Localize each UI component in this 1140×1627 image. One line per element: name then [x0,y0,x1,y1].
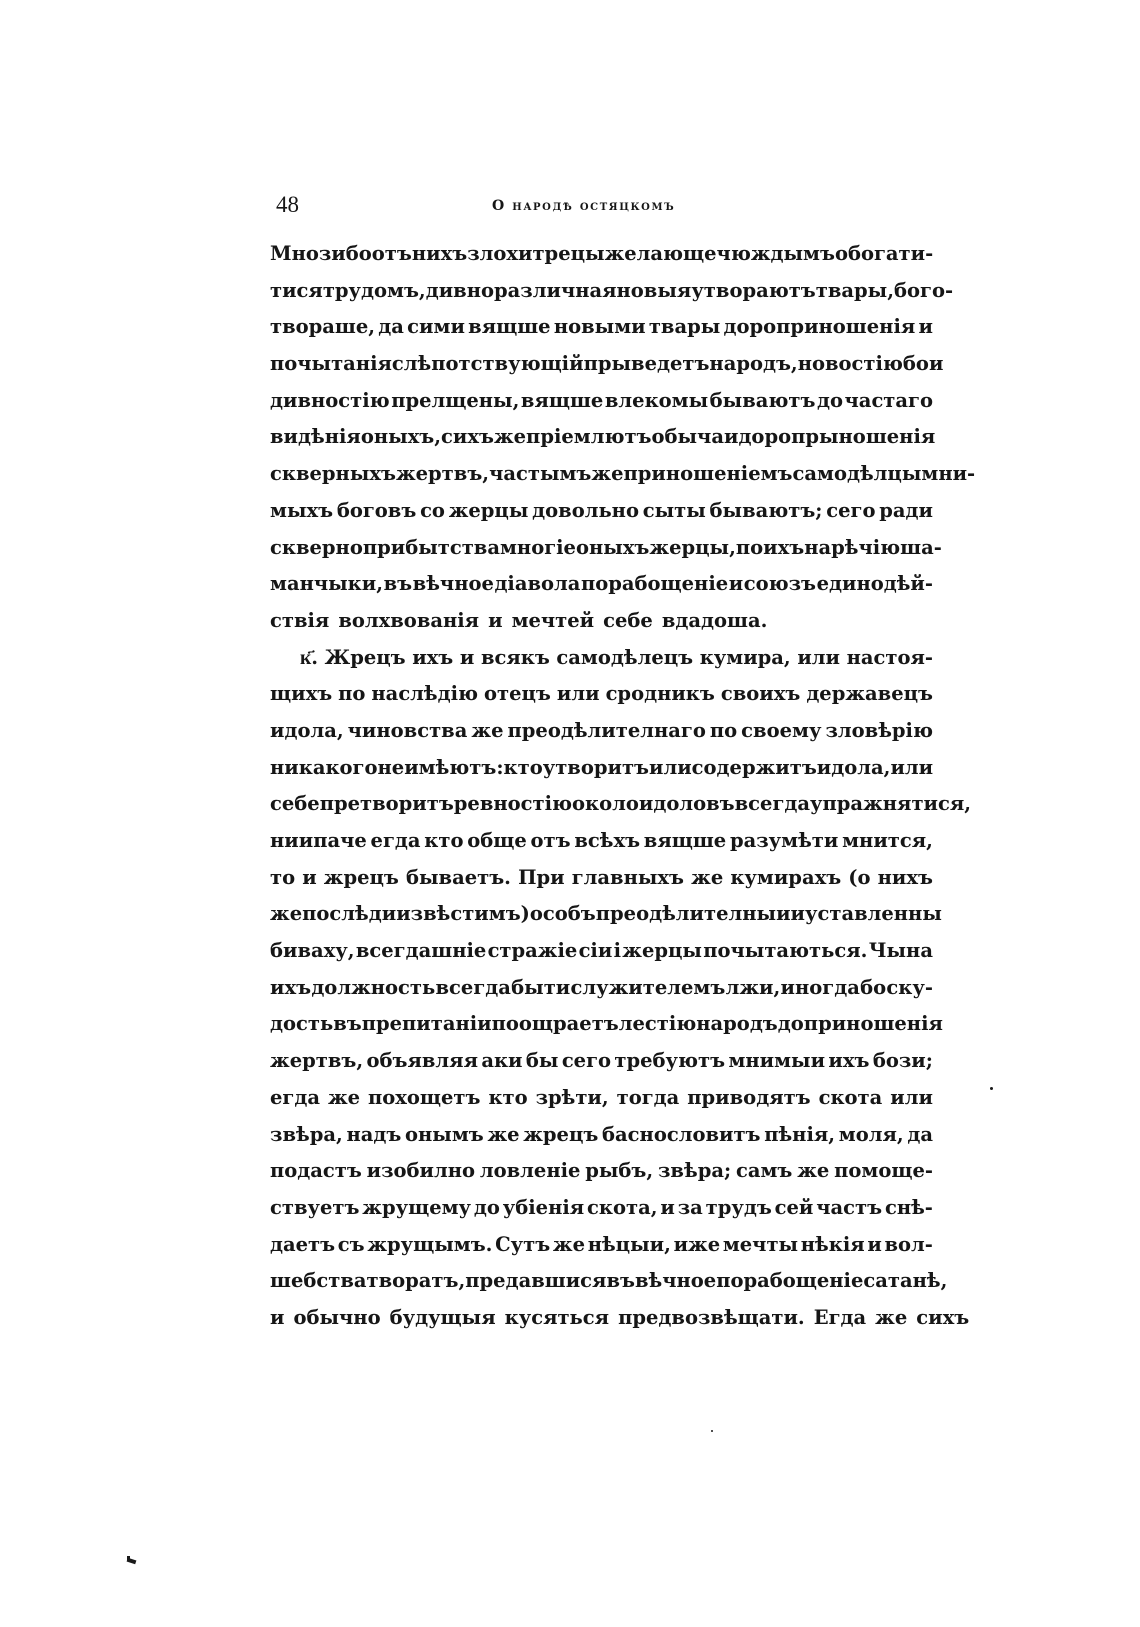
text-line [270,1117,933,1154]
word: около [572,792,639,816]
word: обогати- [834,242,934,265]
word: нихъ [877,865,933,889]
word: почытанія [270,352,392,376]
word: даетъ [270,1232,336,1256]
word: и [660,1195,675,1219]
text-line [270,750,933,787]
word: за [677,1195,703,1219]
word: трудъ [705,1195,772,1219]
word: обще [467,829,527,852]
word: твораше, [270,315,376,339]
word: скота [818,1085,883,1109]
word: егда [270,1085,320,1109]
word: главныхъ [571,865,685,889]
word: самъ [735,1159,793,1183]
word: прибытства [362,535,500,559]
word: сихъ [916,1305,970,1329]
word: новыми [553,315,646,339]
text-line [270,896,942,933]
word: всегдашніе [355,939,487,963]
word: бываютъ; [709,498,823,522]
word: въ [383,572,413,596]
word: вѣчное [634,1269,717,1293]
word: и [918,315,933,339]
word: пѣнія, [764,1122,836,1146]
word: всякъ [480,645,550,669]
word: прыведетъ [583,352,710,376]
word: мнится, [842,829,933,852]
word: идола, [816,755,891,779]
word: надъ [346,1122,402,1146]
word: влекомы [604,388,709,412]
word: слѣпотствующій [391,352,584,376]
word: мыхъ [270,498,334,522]
word: порабощеніе [716,1269,864,1293]
word: всегда [734,792,811,816]
word: лжи, [725,975,781,999]
word: настоя- [846,645,933,669]
word: сіи [578,939,613,963]
text-line [270,493,933,530]
word: скверныхъ [270,462,396,486]
word: иже [673,1232,721,1256]
word: Чына [868,939,933,963]
word: жрущему [362,1195,472,1219]
word: сродникъ [605,682,715,706]
word: твары, [815,278,895,302]
word: же [875,1305,908,1329]
word: утвораютъ [691,278,816,302]
word: видѣнія [270,425,361,449]
word: бываетъ. [406,865,511,889]
word: кусяться [504,1305,610,1329]
word: же [691,865,724,889]
word: ихъ [412,645,454,669]
word: изобилно [366,1159,476,1183]
word: ствія [270,608,330,632]
word: отъ [371,242,412,265]
word: к҃. [300,645,319,669]
word: то [270,865,296,889]
word: и [459,645,475,669]
scan-speck [711,1430,713,1432]
word: помоще- [834,1159,933,1183]
word: жрецъ [523,1122,599,1146]
word: особъ [529,902,596,926]
word: и [728,572,744,596]
word: порабощеніе [580,572,729,596]
word: бози; [872,1049,933,1073]
text-line [270,1263,948,1300]
word: шебства [270,1269,367,1293]
word: вдадоша. [661,608,768,632]
word: утворитъ [542,755,649,779]
text-line [270,860,933,897]
word: баснословитъ [602,1122,761,1146]
word: сатанѣ, [863,1269,948,1293]
word: бо [902,352,929,376]
text-line [270,346,944,383]
word: объявляя [366,1049,478,1073]
word: содержитъ [691,755,817,779]
word: поощраетъ [491,1012,619,1036]
word: никакого [270,755,378,779]
word: многіе [499,535,576,559]
word: союзъ [743,572,817,596]
word: предавшися [465,1269,607,1293]
word: дость [270,1012,334,1036]
word: приводятъ [687,1085,811,1109]
word: служителемъ [570,975,726,999]
word: да [378,315,404,339]
text-line [270,1227,933,1264]
word: тися [270,278,323,302]
word: наслѣдію [371,682,479,706]
word: съ [337,1232,365,1256]
word: быти [511,975,571,999]
word: жрецъ [323,865,399,889]
word: вящше [520,388,604,412]
word: державецъ [806,682,933,706]
word: иногда [780,975,860,999]
word: различная [494,278,617,302]
word: или [556,682,600,706]
word: обычаи [651,425,739,449]
text-line [270,1190,933,1227]
word: нарѣчію [804,535,901,559]
text-line [270,676,933,713]
word: моля, [838,1122,904,1146]
word: довольно [532,498,639,522]
word: же [552,1232,585,1256]
word: и [928,352,944,376]
text-line [270,1300,970,1337]
word: сего [561,1049,612,1073]
word: оныхъ [575,535,650,559]
word: онымъ [405,1122,484,1146]
word: і [613,939,621,963]
word: упражнятися, [810,792,972,816]
word: требуютъ [614,1049,726,1073]
word: аки [481,1049,523,1073]
text-line [270,383,933,420]
text-line [270,236,933,273]
word: желающе [604,242,717,265]
word: ску- [886,975,933,999]
word: всѣхъ [574,829,641,852]
word: ради [879,498,933,522]
word: идола, [270,718,344,742]
word: сей [774,1195,814,1219]
word: и [790,902,805,926]
word: частаго [844,388,933,412]
word: же [471,718,504,742]
word: претворитъ [319,792,454,816]
word: себе [603,608,653,632]
word: злохитрецы [467,242,605,265]
word: по [338,682,366,706]
text-line [270,603,933,640]
word: мни- [921,462,976,486]
word: сыты [642,498,706,522]
text-line [270,640,933,677]
word: боговъ [336,498,417,522]
word: разумѣти [729,829,839,852]
word: въ [333,1012,362,1036]
word: по [735,535,764,559]
word: преодѣлителнаго [507,718,706,742]
word: жерцы [622,939,702,963]
word: зрѣти, [535,1085,609,1109]
word: же [797,1159,830,1183]
word: частымъ [489,462,592,486]
word: звѣра; [657,1159,732,1183]
word: до [473,1195,500,1219]
word: предвозвѣщати. [618,1305,805,1329]
word: приношеніемъ [623,462,793,486]
word: Сутъ [495,1232,551,1256]
word: же [327,1085,361,1109]
word: ствуетъ [270,1195,360,1219]
running-head [270,188,930,222]
word: до [816,388,843,412]
word: твары [648,315,721,339]
word: уставленны [805,902,942,926]
word: не [377,755,405,779]
word: своихъ [720,682,801,706]
word: же [270,902,303,926]
word: ниипаче [270,829,367,852]
word: ихъ [828,1049,870,1073]
word: оныхъ, [360,425,442,449]
word: кумирахъ [730,865,842,889]
word: дороприношенія [723,315,916,339]
word: сихъ [441,425,494,449]
word: по [709,718,738,742]
page-number: 48 [276,192,299,217]
word: жрущымъ. [367,1232,493,1256]
word: со [420,498,445,522]
word: скверно [270,535,363,559]
word: скота, [587,1195,658,1219]
word: всегда [435,975,511,999]
word: мечты [722,1232,799,1256]
word: стражіе [487,939,578,963]
text-line [270,1080,933,1117]
word: трудомъ, [322,278,426,302]
text-line [270,530,942,567]
word: преодѣлителныи [595,902,791,926]
word: идоловъ [638,792,735,816]
word: бываютъ [709,388,816,412]
word: Мнози [270,242,346,265]
word: бо [860,975,887,999]
word: манчыки, [270,572,384,596]
word: до [777,1012,804,1036]
text-line [270,456,976,493]
word: будущыя [389,1305,496,1329]
scan-speck [127,1556,130,1561]
word: Жрецъ [324,645,406,669]
word: бо [345,242,372,265]
word: своему [741,718,822,742]
word: ихъ [270,975,312,999]
text-line [270,1006,943,1043]
word: въ [606,1269,635,1293]
word: кто [503,755,543,779]
word: и [488,608,503,632]
word: и [302,865,317,889]
word: или [890,1085,933,1109]
text-line [270,1153,933,1190]
word: пріемлютъ [526,425,652,449]
body-text [270,236,976,1337]
word: и [270,1305,285,1329]
word: звѣра, [270,1122,343,1146]
word: отецъ [484,682,551,706]
word: почытаються. [703,939,868,963]
word: дивно [425,278,495,302]
word: кумира, [699,645,791,669]
word: извѣстимъ) [396,902,530,926]
word: ихъ [763,535,805,559]
word: ревностію [453,792,573,816]
word: волхвованія [338,608,480,632]
text-line [270,566,933,603]
word: ловленіе [479,1159,581,1183]
word: должность [311,975,436,999]
word: лестію [618,1012,697,1036]
running-title: О народѣ остяцкомъ [492,198,676,214]
word: самодѣлцы [792,462,922,486]
word: частъ [816,1195,883,1219]
word: подастъ [270,1159,362,1183]
text-line [270,1043,933,1080]
word: убіенія [502,1195,585,1219]
word: похощетъ [368,1085,481,1109]
word: рыбъ, [585,1159,654,1183]
word: щихъ [270,682,333,706]
text-line [270,419,936,456]
word: и [867,1232,882,1256]
word: народъ [696,1012,778,1036]
word: жерцы [448,498,529,522]
word: снѣ- [884,1195,933,1219]
word: ша- [900,535,942,559]
word: или [890,755,934,779]
word: творатъ, [366,1269,466,1293]
word: кто [424,829,464,852]
word: бого- [894,278,954,302]
word: доропрыношенія [738,425,936,449]
scan-speck [990,1087,993,1090]
word: вѣчное [412,572,494,596]
word: же [591,462,624,486]
word: егда [370,829,421,852]
word: самодѣлецъ [556,645,694,669]
text-line [270,273,954,310]
word: (о [848,865,871,889]
word: чюждымъ [716,242,835,265]
word: народъ, [709,352,798,376]
word: биваху, [270,939,355,963]
text-line [270,713,933,750]
word: нѣцыи, [587,1232,671,1256]
word: единодѣй- [816,572,933,596]
word: сими [407,315,465,339]
word: жертвъ, [395,462,490,486]
text-line [270,309,933,346]
word: діавола [494,572,581,596]
text-line [270,823,933,860]
word: тогда [616,1085,680,1109]
word: или [648,755,692,779]
text-line [270,786,972,823]
word: приношенія [803,1012,943,1036]
word: да [907,1122,933,1146]
word: обычно [293,1305,381,1329]
word: бы [525,1049,559,1073]
word: мнимыи [728,1049,826,1073]
word: дивностію [270,388,390,412]
word: зловѣрію [825,718,933,742]
word: вящше [643,829,727,852]
text-line [270,970,933,1007]
word: себе [270,792,320,816]
word: послѣди [302,902,397,926]
word: сего [826,498,876,522]
word: прелщены, [391,388,520,412]
word: кто [488,1085,528,1109]
word: мечтей [511,608,595,632]
word: препитаніи [361,1012,492,1036]
word: отъ [530,829,571,852]
word: жерцы, [649,535,736,559]
word: При [518,865,565,889]
word: жертвъ, [270,1049,364,1073]
word: новостію [797,352,903,376]
word: нихъ [411,242,468,265]
word: чиновства [347,718,468,742]
word: же [493,425,527,449]
word: имѣютъ: [404,755,504,779]
text-line [270,933,933,970]
word: нѣкія [800,1232,865,1256]
word: Егда [813,1305,867,1329]
word: или [797,645,840,669]
word: вол- [884,1232,933,1256]
word: вящше [468,315,551,339]
word: же [487,1122,520,1146]
word: новыя [616,278,692,302]
